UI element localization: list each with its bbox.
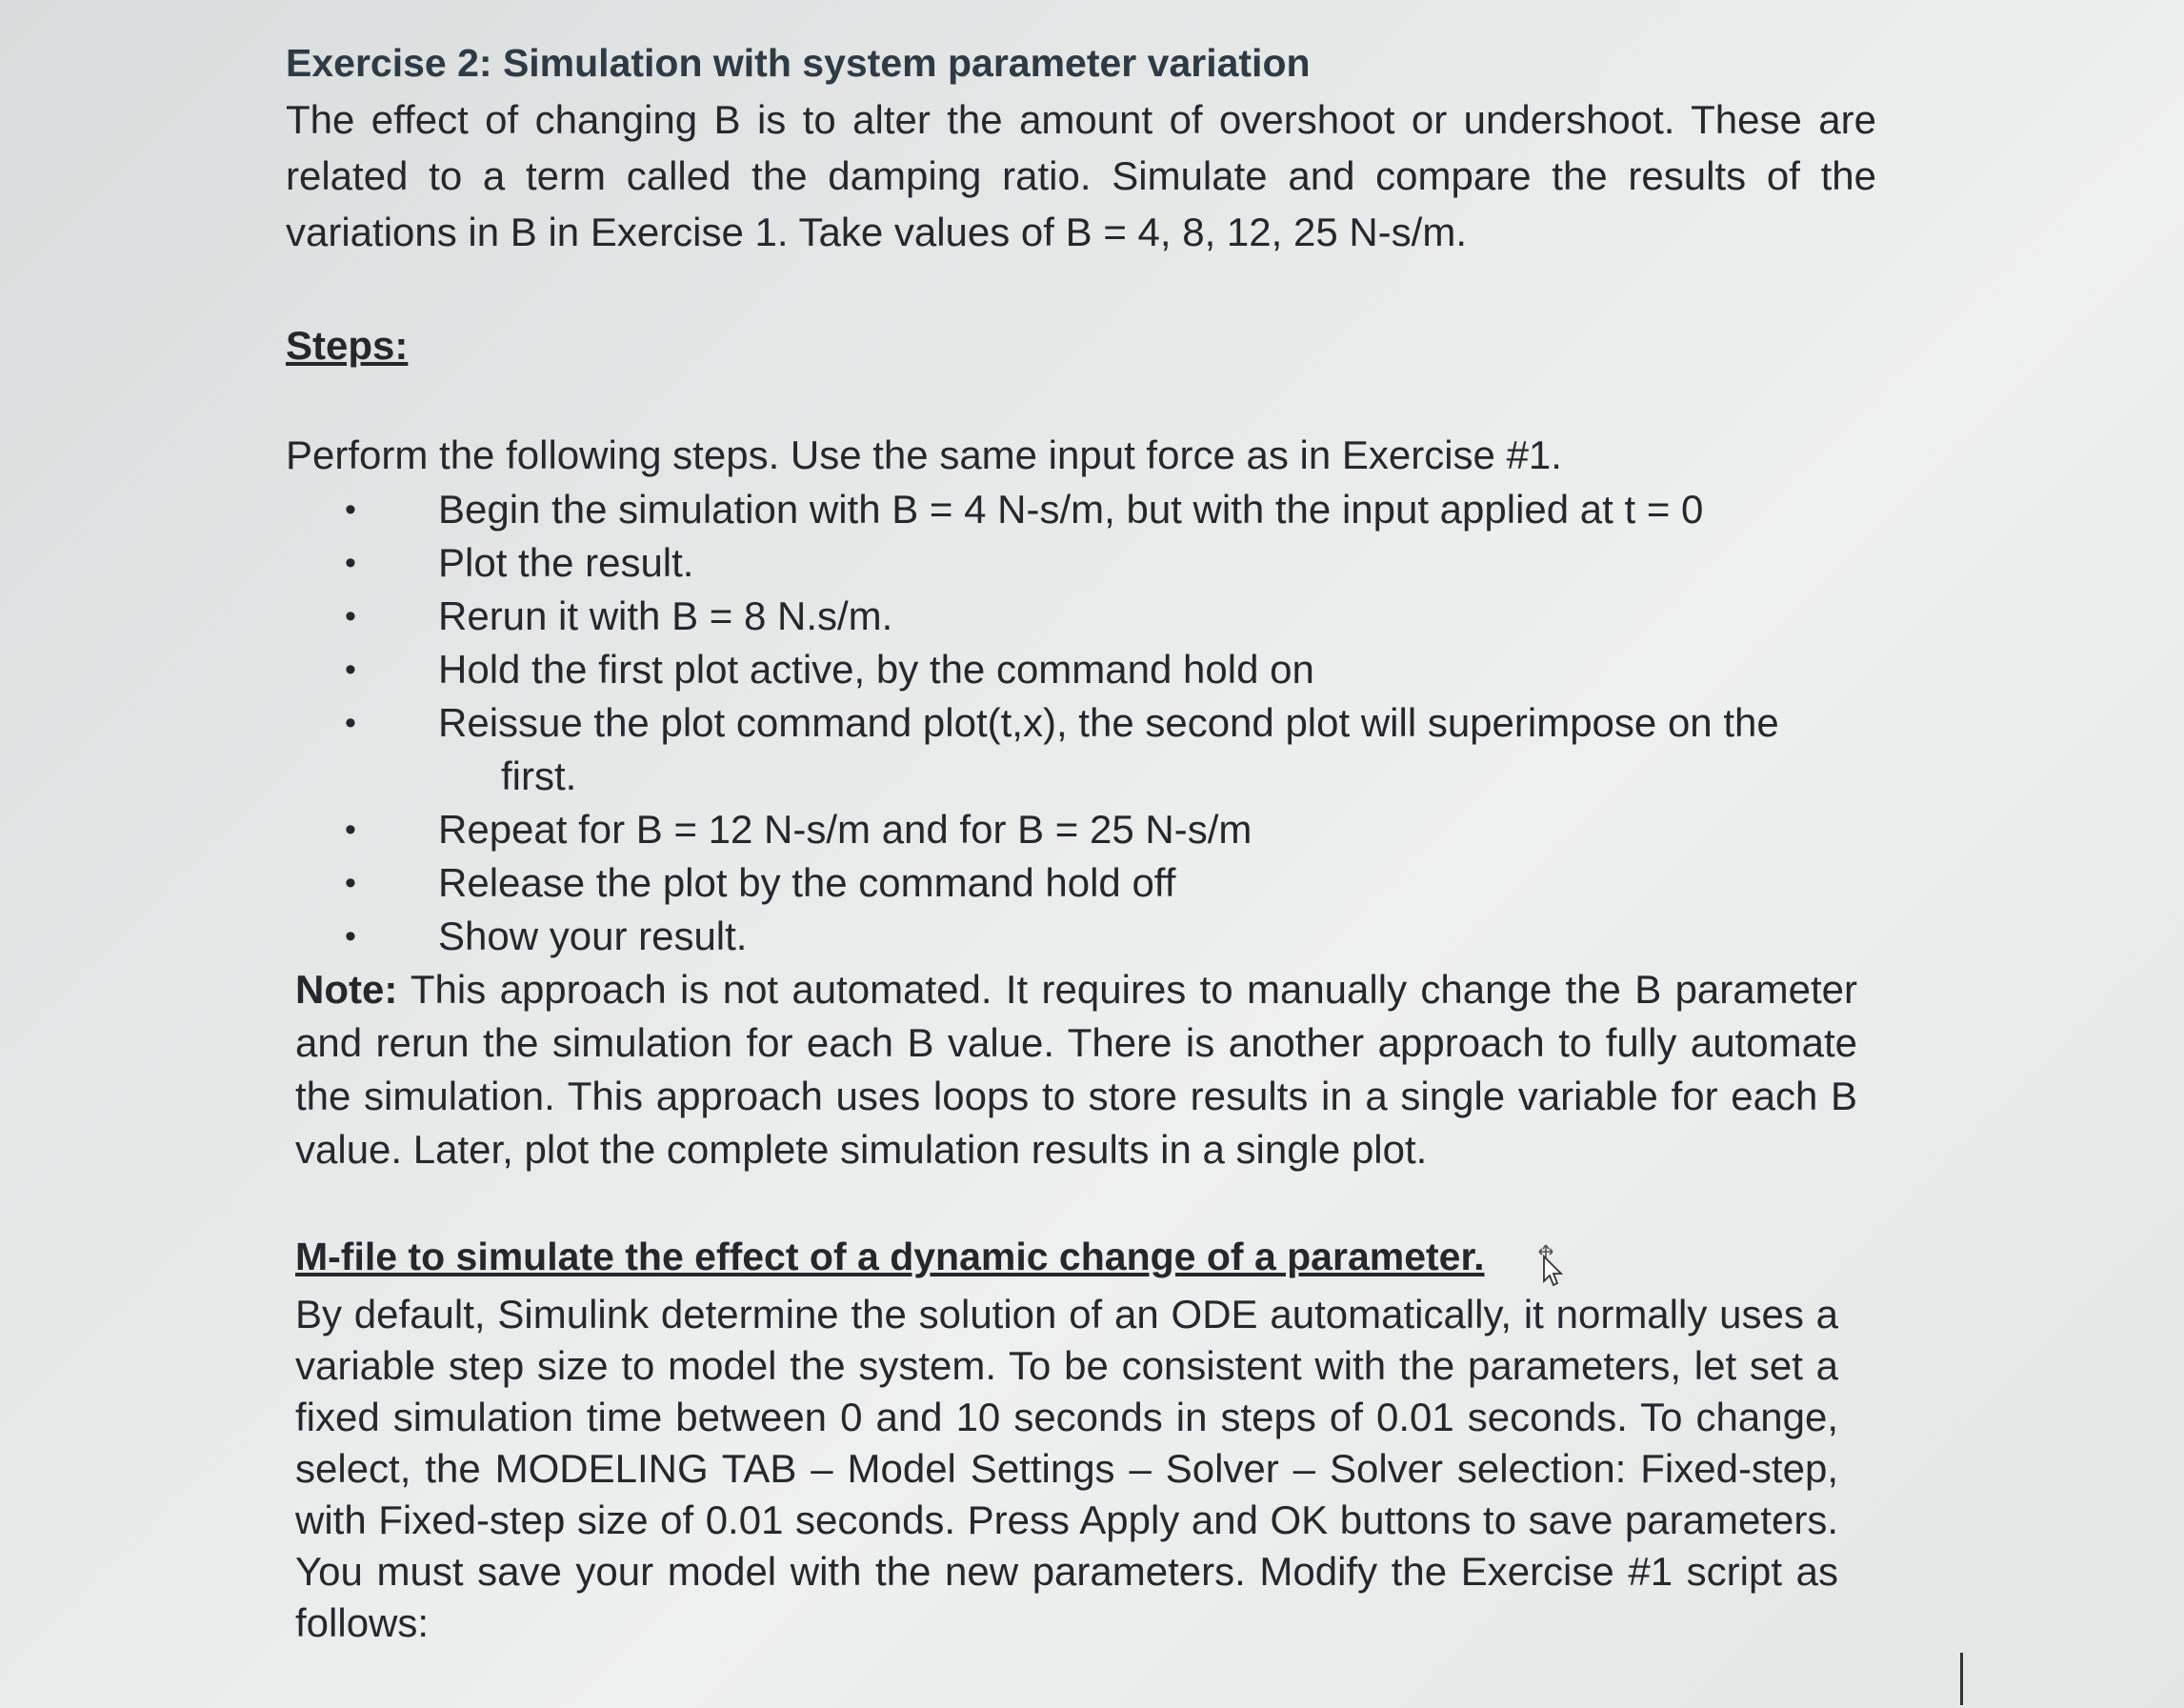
bullet-icon: • (345, 812, 356, 848)
step-text: Begin the simulation with B = 4 N-s/m, but with the input applied at t = 0 (438, 487, 1704, 532)
list-item (286, 910, 1876, 963)
step-text: Release the plot by the command hold off (438, 860, 1176, 905)
note-text: This approach is not automated. It requires to manually change the B parameter and rerun the simulation for each B value. There is another approach to fully automate the simulation. This approach uses loops to store results in a single variable for each B value. Later, plot the complete simulation results in a single plot. (295, 967, 1857, 1172)
steps-list (286, 483, 1876, 963)
step-text: Hold the first plot active, by the command hold on (438, 647, 1314, 692)
document-page (286, 36, 1876, 1649)
bullet-icon: • (345, 865, 356, 901)
bullet-icon: • (345, 652, 356, 688)
bullet-icon: • (345, 492, 356, 528)
list-item (286, 590, 1876, 643)
steps-intro: Perform the following steps. Use the same input force as in Exercise #1. (286, 432, 1562, 477)
mfile-heading: M-file to simulate the effect of a dynamic change of a parameter. (295, 1235, 1485, 1278)
list-item (286, 696, 1876, 803)
exercise-title: Exercise 2: Simulation with system parameter variation (286, 41, 1311, 85)
list-item (286, 483, 1876, 536)
bullet-icon: • (345, 598, 356, 634)
list-item (286, 803, 1876, 856)
list-item (286, 643, 1876, 696)
step-text: Plot the result. (438, 540, 694, 585)
step-text: Repeat for B = 12 N-s/m and for B = 25 N-s/m (438, 807, 1252, 852)
note-paragraph (295, 963, 1857, 1176)
list-item (286, 856, 1876, 910)
step-text-continuation: first. (501, 754, 577, 798)
bullet-icon: • (345, 545, 356, 581)
bullet-icon: • (345, 705, 356, 741)
note-label: Note: (295, 967, 398, 1012)
exercise-paragraph: The effect of changing B is to alter the amount of overshoot or undershoot. These are related to a term called the damping ratio. Simulate and compare the results of the variations in B in Exercise 1. Take values of B = 4, 8, 12, 25 N-s/m. (286, 97, 1876, 254)
steps-heading: Steps: (286, 323, 409, 368)
text-caret (1960, 1653, 1963, 1705)
step-text: Reissue the plot command plot(t,x), the second plot will superimpose on the (438, 700, 1779, 745)
bullet-icon: • (345, 918, 356, 954)
list-item (286, 536, 1876, 590)
step-text: Show your result. (438, 914, 748, 958)
move-cursor-icon (1527, 1243, 1565, 1289)
mfile-body: By default, Simulink determine the solution of an ODE automatically, it normally uses a variable step size to model the system. To be consistent with the parameters, let set a fixed simulation time between 0 and 10 seconds in steps of 0.01 seconds. To change, select, the MODELING TAB – Model Settings – Solver – Solver selection: Fixed-step, with Fixed-step size of 0.01 seconds. Press Apply and OK buttons to save parameters. You must save your model with the new parameters. Modify the Exercise #1 script as follows: (295, 1291, 1838, 1645)
step-text: Rerun it with B = 8 N.s/m. (438, 593, 893, 638)
